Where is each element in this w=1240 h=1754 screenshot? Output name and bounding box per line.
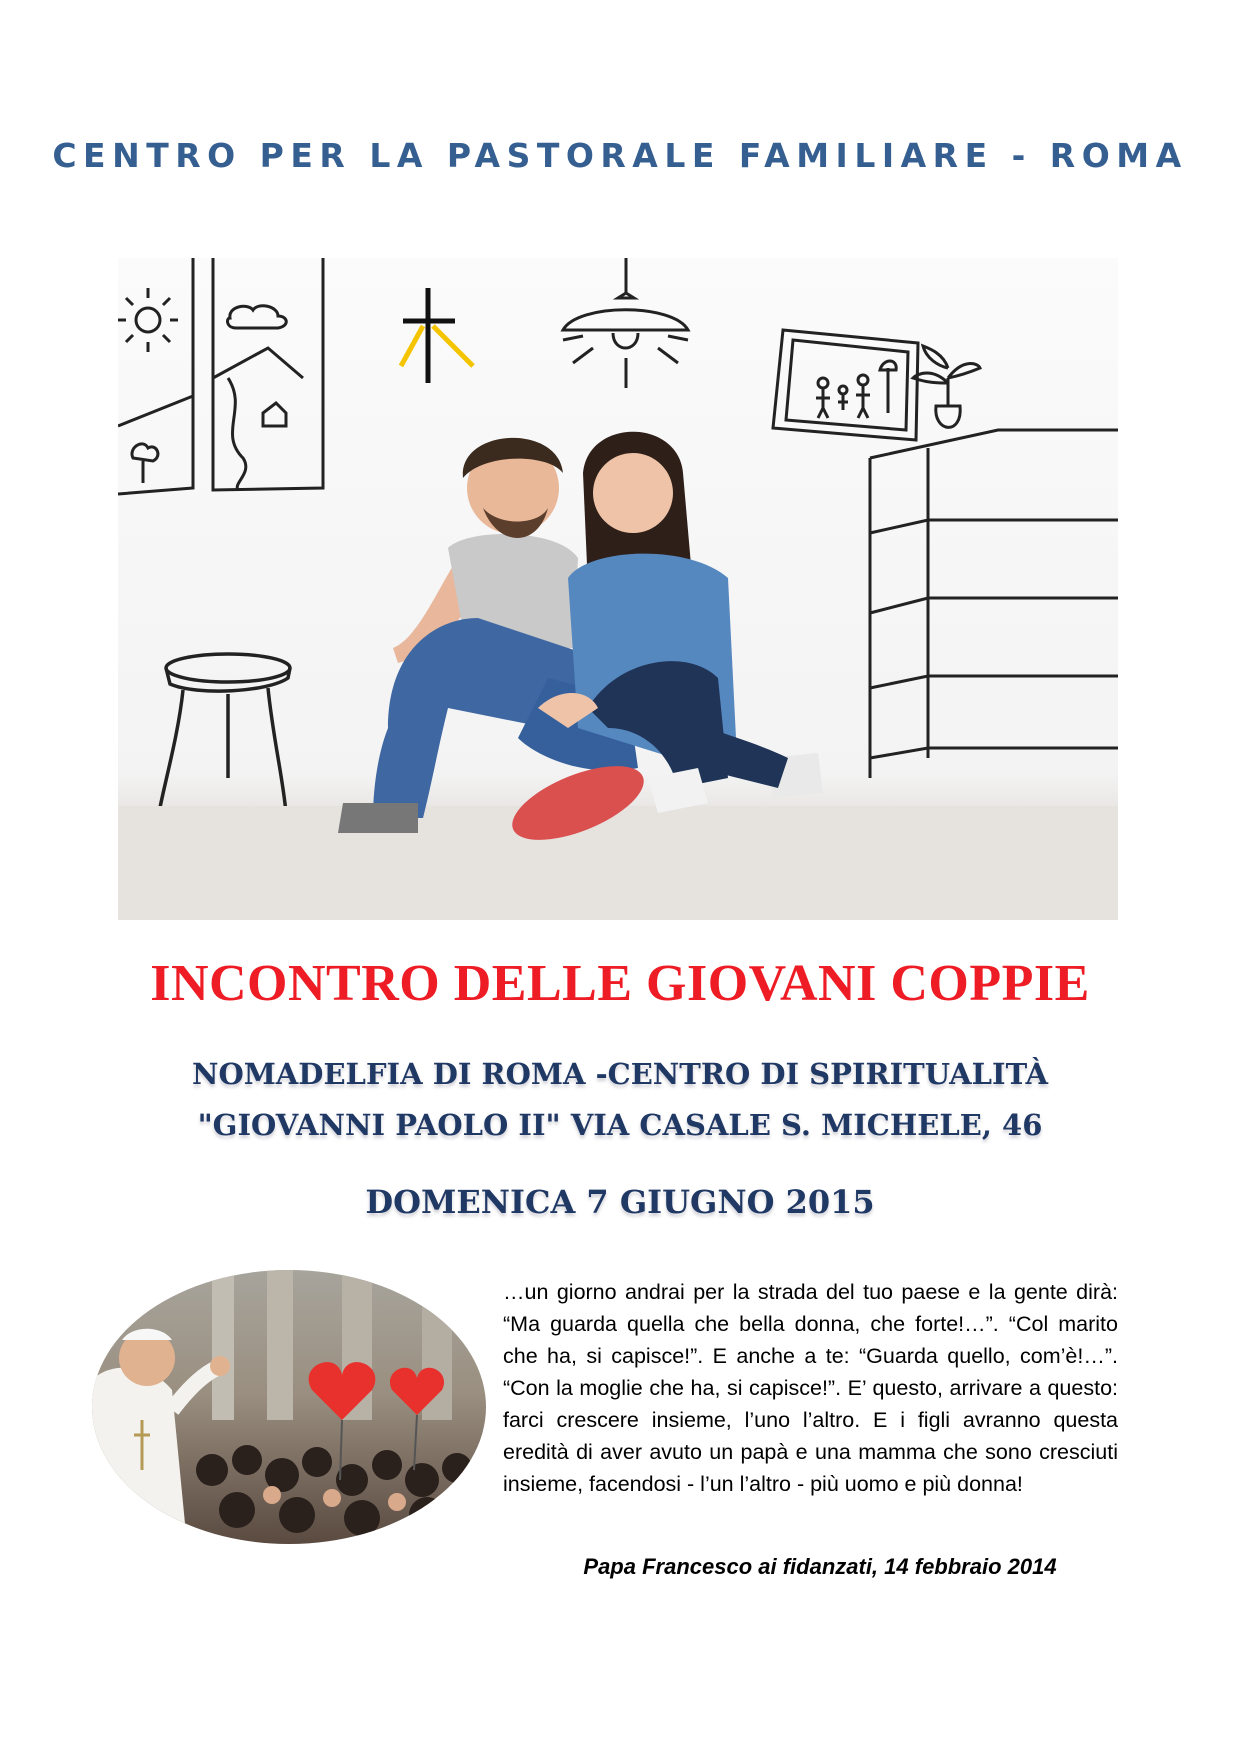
- window-icon: [118, 258, 323, 494]
- hero-photo-couple: [118, 258, 1118, 920]
- pope-photo: [92, 1270, 486, 1544]
- organization-header: CENTRO PER LA PASTORALE FAMILIARE - ROMA: [52, 136, 1188, 175]
- couple-illustration: [338, 432, 823, 855]
- event-title: INCONTRO DELLE GIOVANI COPPIE: [150, 955, 1090, 1012]
- venue-line-2: "GIOVANNI PAOLO II" VIA CASALE S. MICHELE, 46: [197, 1108, 1043, 1142]
- family-picture-icon: [773, 330, 918, 440]
- plant-icon: [913, 346, 980, 427]
- shelf-icon: [870, 430, 1118, 778]
- lamp-icon: [563, 258, 688, 388]
- cross-icon: [401, 288, 473, 383]
- quote-text: …un giorno andrai per la strada del tuo paese e la gente dirà: “Ma guarda quella che bella donna, che forte!…”. “Col marito che ha, si capisce!”. E anche a te: “Guarda quello, com’è!…”. “Con la moglie che ha, si capisce!”. E’ questo, arrivare a questo: farci crescere insieme, l’uno l’altro. E i figli avranno questa eredità di aver avuto un papà e una mamma che sono cresciuti insieme, facendosi - l’un l’altro - più uomo e più donna!: [503, 1280, 1118, 1496]
- quote-attribution: Papa Francesco ai fidanzati, 14 febbraio 2014: [583, 1554, 1057, 1579]
- event-date: DOMENICA 7 GIUGNO 2015: [365, 1183, 875, 1221]
- venue-line-1: NOMADELFIA DI ROMA -CENTRO DI SPIRITUALITÀ: [191, 1057, 1049, 1091]
- stool-icon: [158, 654, 290, 818]
